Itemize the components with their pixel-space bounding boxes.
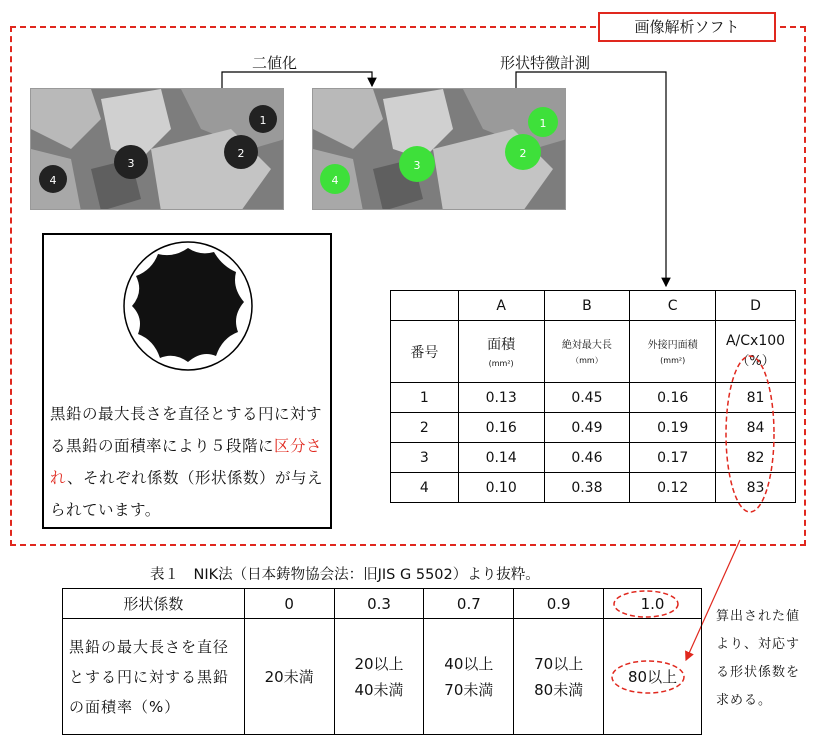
nik-table: 形状係数 0 0.3 0.7 0.9 1.0 黒鉛の最大長さを直径とする円に対する黒鉛の面積率（%） 20未満 20以上 40未満 40以上 70未満 70以上 80未満 80以上 bbox=[62, 588, 702, 735]
header-ratio: A/Cx100 （%） bbox=[716, 321, 796, 383]
particle-label: 2 bbox=[237, 147, 245, 160]
table-row: 3 0.14 0.46 0.17 82 bbox=[391, 443, 796, 473]
coef-selected: 1.0 bbox=[604, 589, 702, 619]
row-header: 番号 bbox=[391, 321, 459, 383]
col-letter-c: C bbox=[630, 291, 716, 321]
particle-label: 2 bbox=[519, 147, 527, 160]
side-note: 算出された値より、対応する形状係数を求める。 bbox=[716, 609, 801, 708]
binarize-arrow bbox=[222, 72, 372, 88]
col-letter-a: A bbox=[458, 291, 544, 321]
software-label: 画像解析ソフト bbox=[598, 12, 776, 42]
header-circle-area: 外接円面積 (mm²) bbox=[630, 321, 716, 383]
explanation-text: 黒鉛の最大長さを直径とする円に対する黒鉛の面積率により５段階に区分され、それぞれ係数（形状係数）が与えられています。 bbox=[50, 405, 323, 519]
particle-label: 4 bbox=[331, 174, 339, 187]
particle-label: 4 bbox=[49, 174, 57, 187]
binarize-label: 二値化 bbox=[252, 54, 298, 72]
table-row: 2 0.16 0.49 0.19 84 bbox=[391, 413, 796, 443]
nik-caption: 表１ NIK法（日本鋳物協会法：旧JIS G 5502）より抜粋。 bbox=[150, 567, 540, 583]
particle-label: 3 bbox=[413, 159, 421, 172]
table-row: 4 0.10 0.38 0.12 83 bbox=[391, 473, 796, 503]
col-letter-b: B bbox=[544, 291, 630, 321]
rate-header: 黒鉛の最大長さを直径とする円に対する黒鉛の面積率（%） bbox=[63, 619, 245, 735]
particle-label: 1 bbox=[539, 117, 547, 130]
particle-label: 3 bbox=[127, 157, 135, 170]
micrograph-binarized bbox=[312, 88, 566, 210]
micrograph-original bbox=[30, 88, 284, 210]
header-area: 面積 (mm²) bbox=[458, 321, 544, 383]
range-selected: 80以上 bbox=[604, 619, 702, 735]
ratio-highlight-ellipse bbox=[722, 352, 778, 516]
col-letter-d: D bbox=[716, 291, 796, 321]
highlight-text: 区分され bbox=[50, 437, 323, 487]
particle-label: 1 bbox=[259, 114, 267, 127]
shape-measure-label: 形状特徴計測 bbox=[500, 54, 591, 72]
table-row: 1 0.13 0.45 0.16 81 bbox=[391, 383, 796, 413]
coef-header: 形状係数 bbox=[63, 589, 245, 619]
nik-highlight-ellipses bbox=[600, 588, 700, 708]
graphite-circle-figure bbox=[118, 236, 258, 376]
header-max-length: 絶対最大長 （mm） bbox=[544, 321, 630, 383]
